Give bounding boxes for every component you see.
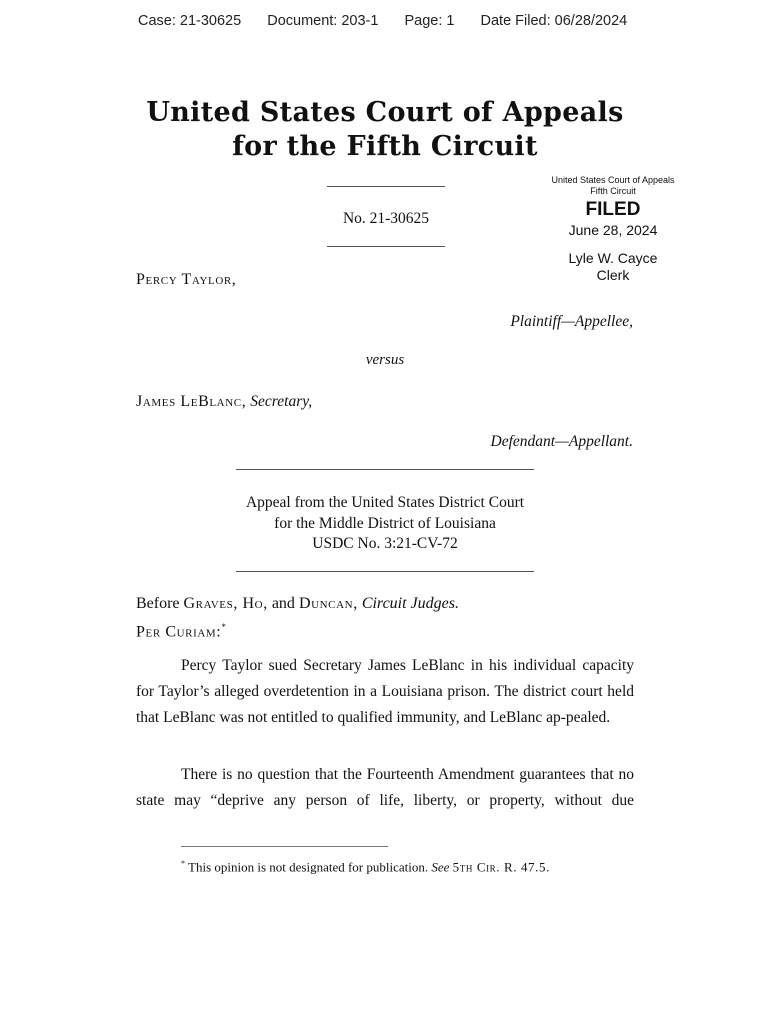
opinion-paragraph-2: There is no question that the Fourteenth Amendment guarantees that no state may “deprive any person of life, liberty, or property, without due	[136, 766, 634, 809]
footnote-mark: *	[181, 859, 185, 868]
appeal-line3: USDC No. 3:21-CV-72	[312, 535, 458, 552]
footnote-text: This opinion is not designated for publication.	[188, 859, 429, 875]
stamp-court: United States Court of Appeals	[551, 175, 675, 185]
filing-header	[138, 13, 627, 29]
defendant-title: Secretary,	[250, 393, 313, 410]
panel-before: Before	[136, 595, 180, 612]
stamp-filed: FILED	[585, 199, 641, 220]
stamp-clerk-title: Clerk	[596, 267, 630, 283]
case-number: No. 21-30625	[342, 210, 430, 227]
panel-circuit-judges: Circuit Judges.	[361, 595, 459, 612]
appeal-line2: for the Middle District of Louisiana	[274, 514, 496, 532]
document-number-header: Document: 203-1	[267, 13, 379, 29]
divider-appeal-bottom	[236, 571, 534, 572]
panel-line	[136, 595, 459, 613]
panel-judges: Graves, Ho,	[183, 595, 268, 612]
plaintiff-name: Percy Taylor,	[136, 271, 237, 288]
stamp-circuit: Fifth Circuit	[590, 186, 636, 196]
per-curiam	[136, 622, 226, 641]
court-title-line2: for the Fifth Circuit	[232, 130, 538, 162]
appeal-line1: Appeal from the United States District Court	[245, 494, 525, 511]
footnote	[181, 859, 550, 875]
case-number-header: Case: 21-30625	[138, 13, 242, 29]
per-curiam-label: Per Curiam:	[136, 623, 222, 641]
opinion-paragraph-1: Percy Taylor sued Secretary James LeBlanc in his individual capacity for Taylor’s alleged overdetention in a Louisiana prison. The district court held that LeBlanc was not entitled to qualified immunity, and LeBlanc ap-pealed.	[136, 657, 634, 726]
footnote-see: See	[431, 859, 450, 875]
stamp-clerk-name: Lyle W. Cayce	[568, 250, 658, 266]
page-number-header: Page: 1	[404, 13, 455, 29]
defendant	[136, 393, 312, 411]
appeal-block	[0, 493, 770, 555]
filed-stamp	[533, 175, 693, 284]
court-title	[0, 96, 770, 164]
court-title-line1: United States Court of Appeals	[146, 97, 624, 128]
panel-and: and	[271, 595, 295, 612]
defendant-role: Defendant—Appellant.	[490, 433, 633, 450]
footnote-divider	[181, 846, 388, 847]
plaintiff-role: Plaintiff—Appellee,	[510, 313, 633, 330]
versus-label: versus	[365, 352, 405, 368]
divider-bottom-case-number	[327, 246, 445, 247]
date-filed-header: Date Filed: 06/28/2024	[480, 13, 628, 29]
per-curiam-footnote-mark: *	[221, 622, 226, 632]
footnote-rule: 5th Cir. R. 47.5.	[452, 859, 550, 875]
stamp-date: June 28, 2024	[568, 222, 658, 238]
divider-appeal-top	[236, 469, 534, 470]
defendant-name: James LeBlanc,	[136, 393, 247, 410]
divider-top-case-number	[327, 186, 445, 187]
panel-last-judge: Duncan,	[298, 595, 358, 612]
